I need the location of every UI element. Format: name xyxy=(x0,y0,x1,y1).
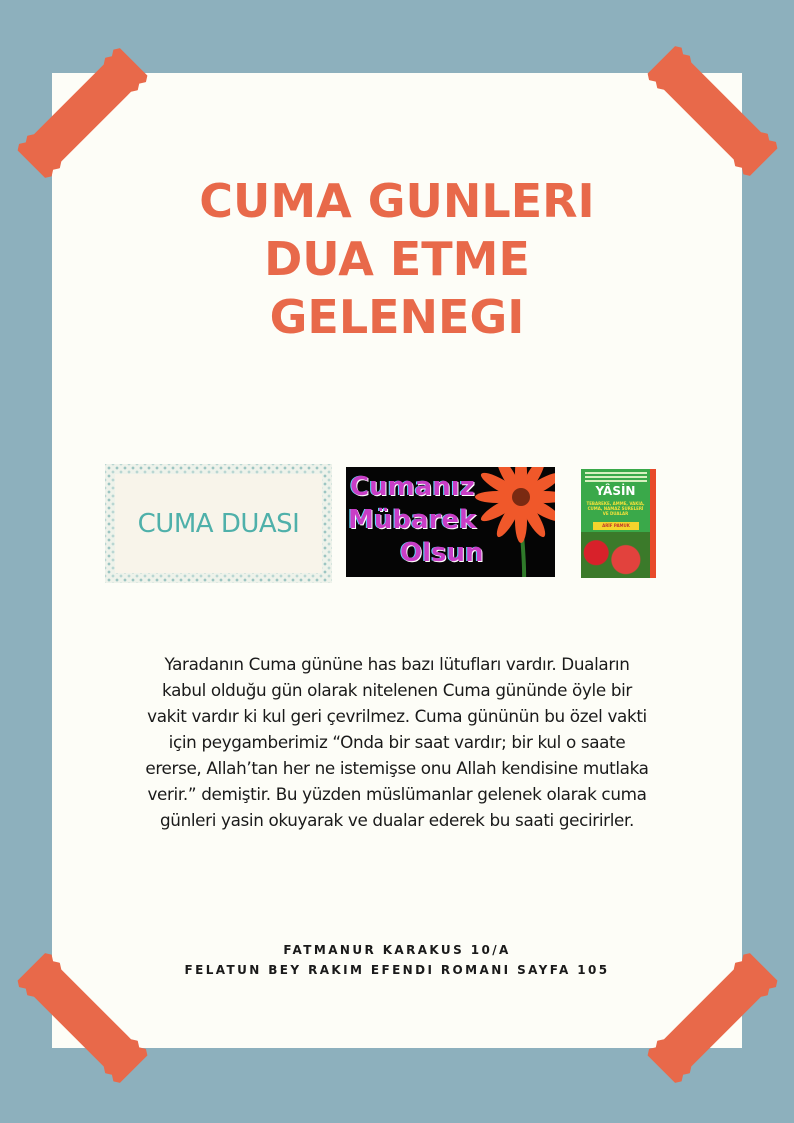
cuma-duasi-panel xyxy=(115,474,322,573)
body-paragraph: Yaradanın Cuma gününe has bazı lütufları vardır. Duaların kabul olduğu gün olarak nitelenen Cuma gününde öyle bir vakit vardır ki kul geri çevrilmez. Cuma gününün bu özel vakti için peygamberimiz “Onda bir saat vardır; bir kul o saate ererse, Allah’tan her ne istemişse onu Allah kendisine mutlaka verir.” demiştir. Bu yüzden müslümanlar gelenek olarak cuma günleri yasin okuyarak ve dualar ederek bu saati gecirirler. xyxy=(145,654,649,830)
book-title: YÂSİN xyxy=(595,484,636,498)
cuma-duasi-text: CUMA DUASI xyxy=(137,508,300,539)
title-line-1: CUMA GUNLERI xyxy=(199,174,595,228)
footer-author-line: FATMANUR KARAKUS 10/A xyxy=(283,943,511,957)
title-line-2: DUA ETME xyxy=(264,232,530,286)
book-subtitle: TEBAREKE, AMME, VAKIA, CUMA, NAMAZ SURELERİ VE DUALAR xyxy=(586,501,645,516)
book-author: ARİF PAMUK xyxy=(593,522,639,530)
greeting-line-3: Olsun xyxy=(400,538,484,568)
book-spine-band xyxy=(650,469,656,578)
greeting-line-2: Mübarek xyxy=(348,505,477,535)
cuma-duasi-image xyxy=(105,464,332,583)
cumaniz-mubarek-image xyxy=(346,467,555,577)
footer-source-line: FELATUN BEY RAKIM EFENDI ROMANI SAYFA 105 xyxy=(184,963,610,977)
footer-credits xyxy=(52,940,742,980)
greeting-line-1: Cumanız xyxy=(350,472,475,502)
roses-image xyxy=(581,532,650,578)
title-line-3: GELENEGI xyxy=(269,290,525,344)
yasin-book-cover xyxy=(581,469,656,578)
cumaniz-mubarek-text xyxy=(346,471,506,570)
book-header-lines xyxy=(585,472,647,484)
page-title xyxy=(52,172,742,346)
